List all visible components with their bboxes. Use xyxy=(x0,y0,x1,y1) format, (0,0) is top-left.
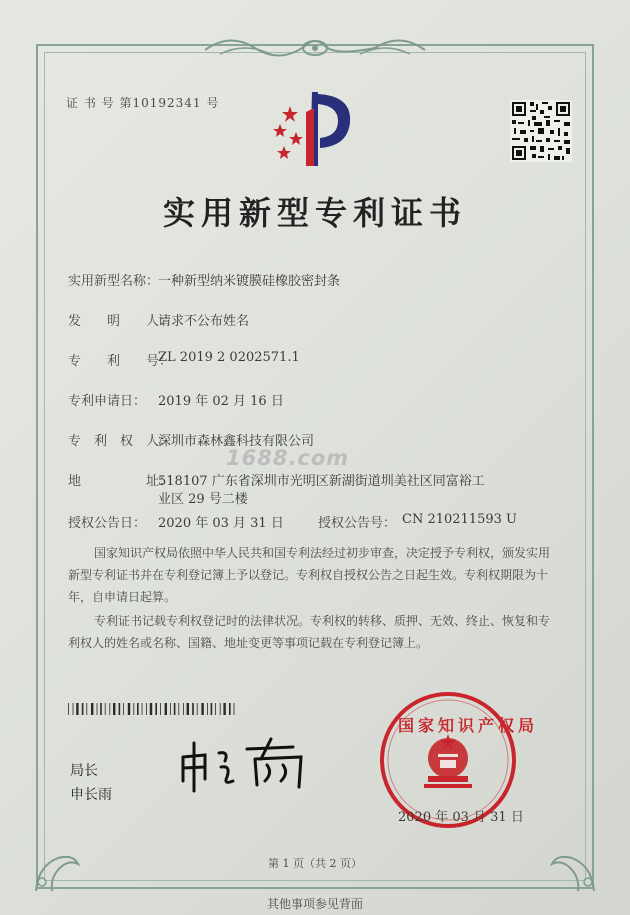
paragraph-line: 专利证书记载专利权登记时的法律状况。专利权的转移、质押、无效、终止、恢复和专 xyxy=(94,614,551,628)
utility-model-name-label: 实用新型名称： xyxy=(68,274,160,289)
barcode-bar xyxy=(137,703,139,715)
barcode-bar xyxy=(146,703,147,715)
barcode-bar xyxy=(109,703,110,715)
grant-number-value: CN 210211593 U xyxy=(402,512,517,527)
address-line-1: 518107 广东省深圳市光明区新湖街道圳美社区同富裕工 xyxy=(158,474,485,489)
handwritten-signature xyxy=(175,735,325,795)
corner-ornament-bottom-right xyxy=(542,846,602,896)
application-date-value: 2019 年 02 月 16 日 xyxy=(158,394,284,409)
barcode-bar xyxy=(91,703,93,715)
patent-number-label: 专 利 号： xyxy=(68,354,173,369)
barcode-bar xyxy=(128,703,130,715)
grant-date-value: 2020 年 03 月 31 日 xyxy=(158,516,284,531)
address-label: 地 址： xyxy=(68,474,173,489)
seal-text: 国家知识产权局 xyxy=(398,716,539,735)
director-title: 局长 xyxy=(70,763,98,779)
barcode-bar xyxy=(97,703,98,715)
barcode-bar xyxy=(170,703,171,715)
barcode-bar xyxy=(187,703,189,715)
corner-ornament-bottom-left xyxy=(28,846,88,896)
patentee-value: 深圳市森林鑫科技有限公司 xyxy=(158,434,315,449)
barcode-bar xyxy=(229,703,231,715)
barcode-bar xyxy=(76,703,78,715)
certificate-title: 实用新型专利证书 xyxy=(162,194,467,232)
cnipa-logo-icon xyxy=(270,88,360,170)
application-date-label: 专利申请日： xyxy=(68,394,147,409)
barcode-bar xyxy=(178,703,179,715)
barcode-bar xyxy=(119,703,121,715)
barcode-bar xyxy=(86,703,87,715)
barcode-bar xyxy=(174,703,176,715)
inventor-label: 发 明 人： xyxy=(68,314,173,329)
barcode-bar xyxy=(223,703,225,715)
barcode-bar xyxy=(234,703,235,715)
paragraph-line: 新型专利证书并在专利登记簿上予以登记。专利权自授权公告之日起生效。专利权期限为十 xyxy=(68,568,549,582)
grant-date-label: 授权公告日： xyxy=(68,516,147,531)
barcode-bar xyxy=(100,703,102,715)
certificate-number: 证 书 号 第10192341 号 xyxy=(66,96,220,110)
watermark: 1688.com xyxy=(226,446,350,470)
barcode-bar xyxy=(160,703,161,715)
paragraph-line: 年，自申请日起算。 xyxy=(68,590,177,604)
barcode-bar xyxy=(165,703,167,715)
director-name: 申长雨 xyxy=(70,787,112,803)
grant-number-label: 授权公告号： xyxy=(318,516,397,531)
grant-statement-paragraph xyxy=(68,542,550,608)
barcode-bar xyxy=(133,703,134,715)
barcode-bar xyxy=(192,703,194,715)
barcode-bar xyxy=(73,703,74,715)
page-number: 第 1 页（共 2 页） xyxy=(268,857,362,870)
seal-date: 2020 年 03 月 31 日 xyxy=(398,810,524,825)
patentee-label: 专 利 权 人： xyxy=(68,434,173,449)
barcode-bar xyxy=(150,703,152,715)
barcode xyxy=(68,703,236,715)
barcode-bar xyxy=(215,703,216,715)
barcode-bar xyxy=(220,703,221,715)
utility-model-name-value: 一种新型纳米镀膜硅橡胶密封条 xyxy=(158,274,341,289)
barcode-bar xyxy=(68,703,69,715)
footer-note: 其他事项参见背面 xyxy=(266,897,363,911)
inventor-value: 请求不公布姓名 xyxy=(158,314,250,329)
barcode-bar xyxy=(201,703,203,715)
barcode-bar xyxy=(183,703,184,715)
barcode-bar xyxy=(123,703,124,715)
address-line-2: 业区 29 号二楼 xyxy=(158,492,248,507)
barcode-bar xyxy=(105,703,106,715)
top-ornament xyxy=(200,30,430,64)
barcode-bar xyxy=(197,703,198,715)
barcode-bar xyxy=(211,703,213,715)
barcode-bar xyxy=(113,703,115,715)
paragraph-line: 国家知识产权局依照中华人民共和国专利法经过初步审查，决定授予专利权，颁发实用 xyxy=(94,546,551,560)
legal-status-paragraph xyxy=(68,610,550,654)
barcode-bar xyxy=(155,703,157,715)
barcode-bar xyxy=(82,703,84,715)
paragraph-line: 利权人的姓名或名称、国籍、地址变更等事项记载在专利登记簿上。 xyxy=(68,636,429,650)
barcode-bar xyxy=(142,703,143,715)
qr-code-icon xyxy=(510,100,572,162)
patent-number-value: ZL 2019 2 0202571.1 xyxy=(158,350,300,365)
barcode-bar xyxy=(207,703,208,715)
